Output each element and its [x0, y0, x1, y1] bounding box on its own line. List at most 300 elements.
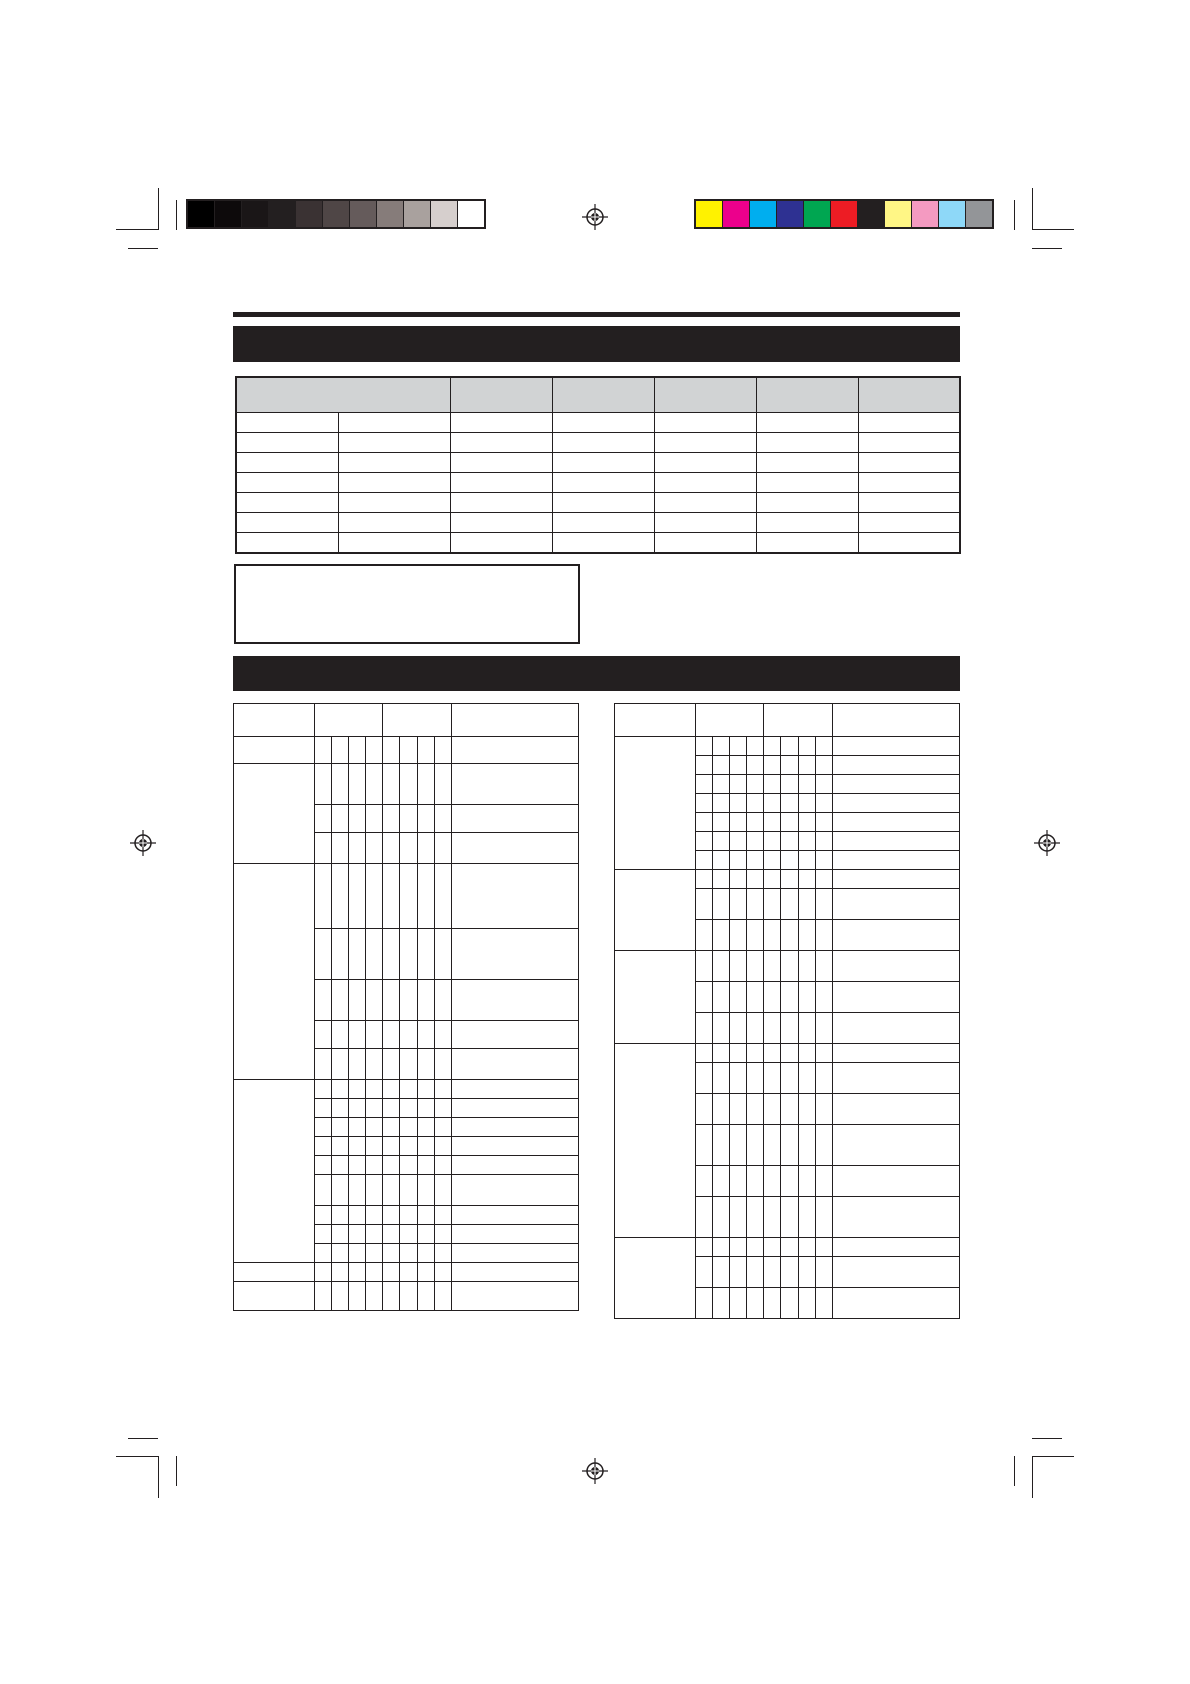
description-cell [832, 982, 959, 1013]
mark-cell [383, 764, 400, 805]
color-swatch [269, 201, 296, 227]
mark-cell [331, 1175, 348, 1206]
mark-cell [781, 1288, 798, 1319]
mark-cell [712, 813, 729, 832]
mark-cell [695, 775, 712, 794]
table-row [236, 473, 960, 493]
mark-cell [764, 1288, 781, 1319]
right-table [614, 703, 960, 1319]
mark-cell [383, 1099, 400, 1118]
description-cell [832, 1197, 959, 1238]
description-cell [451, 764, 578, 805]
mark-cell [400, 1099, 417, 1118]
mark-cell [400, 1156, 417, 1175]
group-label-cell [234, 1263, 315, 1282]
mark-cell [798, 832, 815, 851]
mark-cell [695, 813, 712, 832]
mark-cell [331, 805, 348, 833]
mark-cell [815, 1063, 832, 1094]
mark-cell [417, 833, 434, 864]
mark-cell [383, 1282, 400, 1311]
crop-mark [1014, 200, 1015, 230]
table-cell [654, 453, 756, 473]
mark-cell [695, 920, 712, 951]
mark-cell [417, 1080, 434, 1099]
mark-cell [729, 982, 746, 1013]
mark-cell [712, 870, 729, 889]
crop-mark [116, 1456, 158, 1457]
table-cell [236, 433, 338, 453]
description-cell [832, 1257, 959, 1288]
table-row [615, 1238, 960, 1257]
table-cell [552, 433, 654, 453]
mark-cell [729, 1094, 746, 1125]
mark-cell [712, 1238, 729, 1257]
group-label-cell [234, 764, 315, 864]
mark-cell [417, 929, 434, 980]
mark-cell [314, 864, 331, 929]
mark-cell [747, 775, 764, 794]
table-cell [654, 533, 756, 554]
description-cell [832, 1013, 959, 1044]
mark-cell [383, 1021, 400, 1049]
mark-cell [764, 1166, 781, 1197]
mark-cell [781, 794, 798, 813]
mark-cell [434, 805, 451, 833]
mark-cell [383, 1175, 400, 1206]
mark-cell [331, 1156, 348, 1175]
mark-cell [314, 1225, 331, 1244]
table-cell [858, 473, 960, 493]
table-row [234, 1080, 579, 1099]
color-swatch [750, 201, 777, 227]
table-row [615, 951, 960, 982]
mark-cell [400, 1206, 417, 1225]
mark-cell [366, 1225, 383, 1244]
header-cell [383, 704, 452, 737]
mark-cell [383, 1244, 400, 1263]
mark-cell [729, 1197, 746, 1238]
mark-cell [798, 1125, 815, 1166]
description-cell [832, 1166, 959, 1197]
mark-cell [781, 756, 798, 775]
mark-cell [331, 1099, 348, 1118]
mark-cell [400, 764, 417, 805]
mark-cell [781, 889, 798, 920]
mark-cell [383, 833, 400, 864]
mark-cell [712, 851, 729, 870]
description-cell [451, 1080, 578, 1099]
mark-cell [798, 1288, 815, 1319]
mark-cell [747, 1094, 764, 1125]
mark-cell [400, 1080, 417, 1099]
group-label-cell [234, 864, 315, 1080]
mark-cell [314, 1282, 331, 1311]
mark-cell [383, 1080, 400, 1099]
table-header-row [615, 704, 960, 737]
mark-cell [314, 1156, 331, 1175]
mark-cell [747, 982, 764, 1013]
table-cell [756, 493, 858, 513]
table-cell [450, 413, 552, 433]
color-swatch [858, 201, 885, 227]
color-swatch [939, 201, 966, 227]
mark-cell [383, 737, 400, 764]
mark-cell [417, 1021, 434, 1049]
mark-cell [712, 982, 729, 1013]
crosshair-target-icon [582, 1458, 608, 1484]
description-cell [451, 1156, 578, 1175]
table-row [236, 413, 960, 433]
description-cell [832, 851, 959, 870]
mark-cell [417, 1099, 434, 1118]
mark-cell [695, 851, 712, 870]
mark-cell [400, 1137, 417, 1156]
mark-cell [366, 1080, 383, 1099]
table-row [615, 1044, 960, 1063]
color-swatch [831, 201, 858, 227]
mark-cell [764, 1257, 781, 1288]
mark-cell [781, 1063, 798, 1094]
mark-cell [366, 1175, 383, 1206]
mark-cell [366, 1263, 383, 1282]
mark-cell [695, 1288, 712, 1319]
mark-cell [348, 1049, 365, 1080]
table-cell [338, 533, 450, 554]
mark-cell [417, 805, 434, 833]
crop-mark [158, 188, 159, 230]
mark-cell [729, 756, 746, 775]
mark-cell [383, 1049, 400, 1080]
grayscale-calibration-bar [186, 199, 486, 229]
mark-cell [815, 851, 832, 870]
mark-cell [366, 1118, 383, 1137]
crop-mark [1032, 1456, 1074, 1457]
description-cell [832, 1288, 959, 1319]
mark-cell [798, 951, 815, 982]
mark-cell [434, 929, 451, 980]
mark-cell [764, 1044, 781, 1063]
description-cell [832, 737, 959, 756]
mark-cell [366, 833, 383, 864]
mark-cell [798, 737, 815, 756]
mark-cell [764, 982, 781, 1013]
table-cell [552, 413, 654, 433]
table-cell [338, 513, 450, 533]
mark-cell [434, 737, 451, 764]
mark-cell [815, 775, 832, 794]
table-cell [450, 533, 552, 554]
description-cell [451, 805, 578, 833]
mark-cell [764, 832, 781, 851]
crop-mark [176, 1456, 177, 1486]
mark-cell [417, 1118, 434, 1137]
mark-cell [417, 1175, 434, 1206]
mark-cell [781, 1125, 798, 1166]
crop-mark [176, 200, 177, 230]
mark-cell [729, 870, 746, 889]
description-cell [451, 833, 578, 864]
mark-cell [747, 1238, 764, 1257]
description-cell [451, 1263, 578, 1282]
mark-cell [695, 737, 712, 756]
mark-cell [781, 1166, 798, 1197]
mark-cell [434, 1118, 451, 1137]
mark-cell [712, 1044, 729, 1063]
mark-cell [434, 1206, 451, 1225]
mark-cell [434, 980, 451, 1021]
mark-cell [781, 851, 798, 870]
mark-cell [712, 889, 729, 920]
group-label-cell [234, 737, 315, 764]
mark-cell [366, 1282, 383, 1311]
mark-cell [434, 1225, 451, 1244]
table-row [234, 1282, 579, 1311]
mark-cell [366, 764, 383, 805]
table-cell [552, 453, 654, 473]
color-swatch [404, 201, 431, 227]
group-label-cell [615, 951, 696, 1044]
mark-cell [798, 1044, 815, 1063]
mark-cell [695, 1197, 712, 1238]
mark-cell [348, 1137, 365, 1156]
mark-cell [729, 889, 746, 920]
mark-cell [366, 1049, 383, 1080]
mark-cell [314, 1049, 331, 1080]
mark-cell [729, 951, 746, 982]
mark-cell [798, 851, 815, 870]
mark-cell [781, 951, 798, 982]
header-cell [552, 377, 654, 413]
color-swatch [804, 201, 831, 227]
table-cell [338, 413, 450, 433]
mark-cell [400, 833, 417, 864]
mark-cell [695, 1094, 712, 1125]
description-cell [451, 1282, 578, 1311]
mark-cell [331, 1021, 348, 1049]
mark-cell [695, 1238, 712, 1257]
mark-cell [400, 864, 417, 929]
color-swatch [885, 201, 912, 227]
mark-cell [400, 1244, 417, 1263]
mark-cell [815, 813, 832, 832]
table-cell [654, 433, 756, 453]
description-cell [832, 1063, 959, 1094]
mark-cell [366, 864, 383, 929]
mark-cell [417, 1137, 434, 1156]
color-swatch [242, 201, 269, 227]
mark-cell [695, 1013, 712, 1044]
mark-cell [417, 1049, 434, 1080]
mark-cell [314, 1263, 331, 1282]
mark-cell [366, 1206, 383, 1225]
mark-cell [712, 951, 729, 982]
header-cell [450, 377, 552, 413]
mark-cell [764, 737, 781, 756]
description-cell [451, 1175, 578, 1206]
mark-cell [764, 1063, 781, 1094]
mark-cell [417, 1263, 434, 1282]
table-cell [338, 473, 450, 493]
table-cell [756, 413, 858, 433]
description-cell [832, 794, 959, 813]
mark-cell [747, 1288, 764, 1319]
description-cell [451, 1118, 578, 1137]
mark-cell [764, 775, 781, 794]
mark-cell [712, 775, 729, 794]
mark-cell [383, 1225, 400, 1244]
mark-cell [314, 1099, 331, 1118]
mark-cell [331, 1206, 348, 1225]
mark-cell [417, 1244, 434, 1263]
mark-cell [781, 1238, 798, 1257]
mark-cell [434, 1282, 451, 1311]
crop-mark [1032, 188, 1033, 230]
mark-cell [695, 1125, 712, 1166]
mark-cell [348, 1118, 365, 1137]
mark-cell [331, 1282, 348, 1311]
color-swatch [323, 201, 350, 227]
header-cell [695, 704, 764, 737]
mark-cell [434, 1080, 451, 1099]
mark-cell [348, 1263, 365, 1282]
mark-cell [729, 813, 746, 832]
mark-cell [331, 1049, 348, 1080]
mark-cell [764, 1197, 781, 1238]
mark-cell [764, 920, 781, 951]
crop-mark [128, 248, 158, 249]
mark-cell [366, 1099, 383, 1118]
table-cell [450, 473, 552, 493]
table-cell [858, 433, 960, 453]
color-swatch [777, 201, 804, 227]
mark-cell [400, 1282, 417, 1311]
table-cell [450, 453, 552, 473]
mark-cell [314, 1021, 331, 1049]
mark-cell [400, 1049, 417, 1080]
mark-cell [815, 1197, 832, 1238]
mark-cell [712, 1166, 729, 1197]
mark-cell [781, 1197, 798, 1238]
mark-cell [764, 756, 781, 775]
mark-cell [383, 1206, 400, 1225]
mark-cell [729, 1257, 746, 1288]
description-cell [451, 864, 578, 929]
mark-cell [764, 1094, 781, 1125]
mark-cell [695, 794, 712, 813]
mark-cell [434, 1263, 451, 1282]
mark-cell [764, 813, 781, 832]
crosshair-target-icon [130, 830, 156, 856]
description-cell [451, 929, 578, 980]
mark-cell [348, 1080, 365, 1099]
mark-cell [695, 1257, 712, 1288]
description-cell [832, 756, 959, 775]
mark-cell [366, 929, 383, 980]
crop-mark [1014, 1456, 1015, 1486]
header-cell [764, 704, 833, 737]
table-cell [858, 533, 960, 554]
mark-cell [764, 1238, 781, 1257]
table-row [234, 864, 579, 929]
mark-cell [383, 980, 400, 1021]
crop-mark [158, 1456, 159, 1498]
table-cell [338, 433, 450, 453]
mark-cell [434, 1244, 451, 1263]
mark-cell [781, 1257, 798, 1288]
mark-cell [400, 1175, 417, 1206]
process-color-calibration-bar [694, 199, 994, 229]
mark-cell [383, 1263, 400, 1282]
mark-cell [331, 980, 348, 1021]
table-cell [654, 413, 756, 433]
mark-cell [781, 982, 798, 1013]
header-cell [615, 704, 696, 737]
mark-cell [331, 929, 348, 980]
mark-cell [764, 889, 781, 920]
mark-cell [712, 794, 729, 813]
mark-cell [314, 833, 331, 864]
mark-cell [331, 737, 348, 764]
mark-cell [729, 1013, 746, 1044]
description-cell [451, 1206, 578, 1225]
mark-cell [366, 737, 383, 764]
description-cell [832, 813, 959, 832]
mark-cell [747, 832, 764, 851]
mark-cell [729, 1288, 746, 1319]
mark-cell [314, 980, 331, 1021]
mark-cell [747, 1063, 764, 1094]
color-swatch [912, 201, 939, 227]
mark-cell [314, 737, 331, 764]
mark-cell [712, 1197, 729, 1238]
description-cell [832, 775, 959, 794]
mark-cell [815, 794, 832, 813]
crop-mark [1032, 248, 1062, 249]
mark-cell [434, 833, 451, 864]
color-swatch [966, 201, 992, 227]
table-cell [338, 453, 450, 473]
mark-cell [434, 1156, 451, 1175]
mark-cell [695, 982, 712, 1013]
crop-mark [116, 229, 158, 230]
table-cell [450, 433, 552, 453]
mark-cell [348, 1156, 365, 1175]
mark-cell [815, 982, 832, 1013]
mark-cell [712, 1013, 729, 1044]
mark-cell [747, 737, 764, 756]
color-swatch [458, 201, 484, 227]
mark-cell [695, 870, 712, 889]
mark-cell [781, 813, 798, 832]
mark-cell [348, 764, 365, 805]
description-cell [451, 1099, 578, 1118]
mark-cell [348, 1225, 365, 1244]
table-cell [236, 533, 338, 554]
mark-cell [417, 1206, 434, 1225]
mark-cell [383, 805, 400, 833]
mark-cell [747, 813, 764, 832]
mark-cell [798, 1197, 815, 1238]
mark-cell [348, 1175, 365, 1206]
mark-cell [400, 1225, 417, 1244]
mark-cell [781, 920, 798, 951]
mark-cell [712, 756, 729, 775]
mark-cell [695, 951, 712, 982]
table-cell [450, 513, 552, 533]
mark-cell [348, 864, 365, 929]
table-cell [236, 413, 338, 433]
